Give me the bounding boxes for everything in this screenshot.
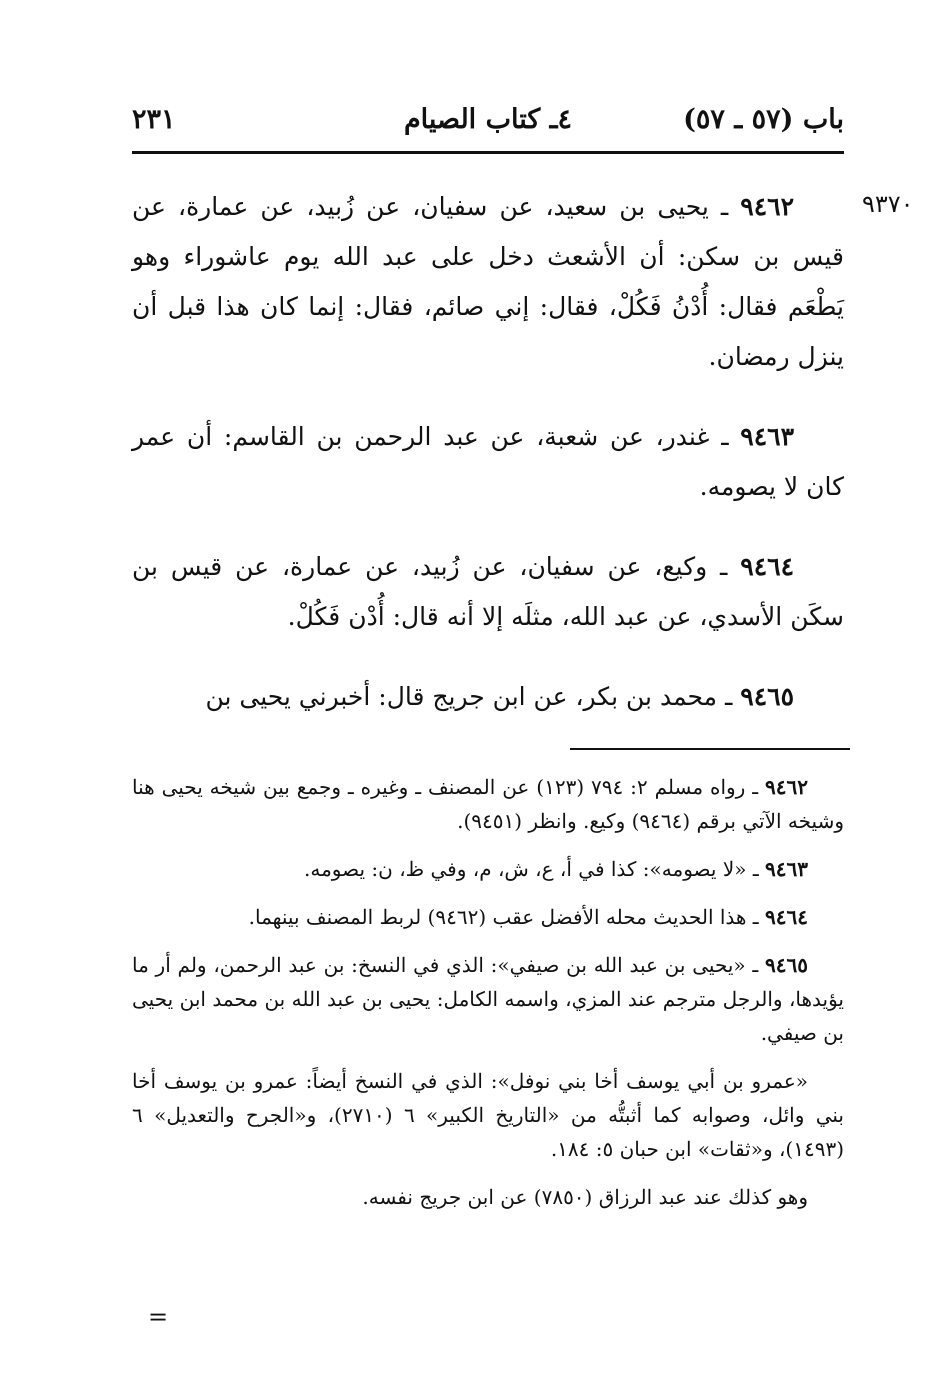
page-number: ٢٣١ xyxy=(132,104,176,135)
page-header xyxy=(132,100,844,148)
hadith-9465 xyxy=(132,672,844,722)
continuation-mark: = xyxy=(148,1303,169,1331)
footnote-text: ـ «لا يصومه»: كذا في أ، ع، ش، م، وفي ظ، ن: يصومه. xyxy=(304,857,766,881)
footnote-text: ـ «يحيى بن عبد الله بن صيفي»: الذي في النسخ: بن عبد الرحمن، ولم أر ما يؤيدها، والرجل مترجم عند المزي، واسمه الكامل: يحيى بن عبد الله بن محمد ابن يحيى بن صيفي. xyxy=(132,953,844,1045)
footnote-9463 xyxy=(132,852,844,886)
footnote-9464 xyxy=(132,900,844,934)
hadith-text: ـ غندر، عن شعبة، عن عبد الرحمن بن القاسم: أن عمر كان لا يصومه. xyxy=(132,422,844,501)
footnote-number: ٩٤٦٤ xyxy=(765,905,808,929)
footnote-9465 xyxy=(132,948,844,1050)
hadith-9464 xyxy=(132,542,844,642)
footnote-9462 xyxy=(132,770,844,838)
book-title: ٤ـ كتاب الصيام xyxy=(403,104,573,135)
footnote-text: «عمرو بن أبي يوسف أخا بني نوفل»: الذي في النسخ أيضاً: عمرو بن يوسف أخا بني وائل، وصوابه كما أثبتُّه من «التاريخ الكبير» ٦ (٢٧١٠)، و«الجرح والتعديل» ٦ (١٤٩٣)، و«ثقات» ابن حبان ٥: ١٨٤. xyxy=(132,1069,844,1161)
hadith-text: ـ محمد بن بكر، عن ابن جريج قال: أخبرني يحيى بن xyxy=(205,682,741,711)
hadith-number: ٩٤٦٣ xyxy=(740,422,794,451)
hadith-9462 xyxy=(132,182,844,382)
header-rule xyxy=(132,151,844,154)
hadith-9463 xyxy=(132,412,844,512)
footnote-9465-note-3 xyxy=(132,1180,844,1214)
hadith-number: ٩٤٦٥ xyxy=(740,682,794,711)
footnotes xyxy=(132,770,844,1228)
hadith-text: ـ وكيع، عن سفيان، عن زُبيد، عن عمارة، عن قيس بن سكَن الأسدي، عن عبد الله، مثلَه إلا أنه قال: أُدْن فَكُلْ. xyxy=(132,552,844,631)
hadith-number: ٩٤٦٤ xyxy=(740,552,794,581)
footnote-9465-note-2 xyxy=(132,1064,844,1166)
footnote-text: ـ هذا الحديث محله الأفضل عقب (٩٤٦٢) لربط المصنف بينهما. xyxy=(248,905,766,929)
footnote-number: ٩٤٦٢ xyxy=(765,775,808,799)
hadith-number: ٩٤٦٢ xyxy=(740,192,794,221)
footnote-text: ـ رواه مسلم ٢: ٧٩٤ (١٢٣) عن المصنف ـ وغيره ـ وجمع بين شيخه يحيى هنا وشيخه الآتي برقم (٩٤٦٤) وكيع. وانظر (٩٤٥١). xyxy=(132,775,844,833)
footnote-number: ٩٤٦٣ xyxy=(765,857,808,881)
main-text xyxy=(132,182,844,752)
footnote-text: وهو كذلك عند عبد الرزاق (٧٨٥٠) عن ابن جريج نفسه. xyxy=(362,1185,808,1209)
footnote-number: ٩٤٦٥ xyxy=(765,953,808,977)
chapter-title: باب (٥٧ ـ ٥٧) xyxy=(683,104,844,135)
hadith-text: ـ يحيى بن سعيد، عن سفيان، عن زُبيد، عن عمارة، عن قيس بن سكن: أن الأشعث دخل على عبد الله يوم عاشوراء وهو يَطْعَم فقال: أُدْنُ فَكُلْ، فقال: إني صائم، فقال: إنما كان هذا قبل أن ينزل رمضان. xyxy=(132,192,844,371)
margin-reference-number: ٩٣٧٠ xyxy=(862,190,914,218)
footnote-separator xyxy=(570,748,850,750)
